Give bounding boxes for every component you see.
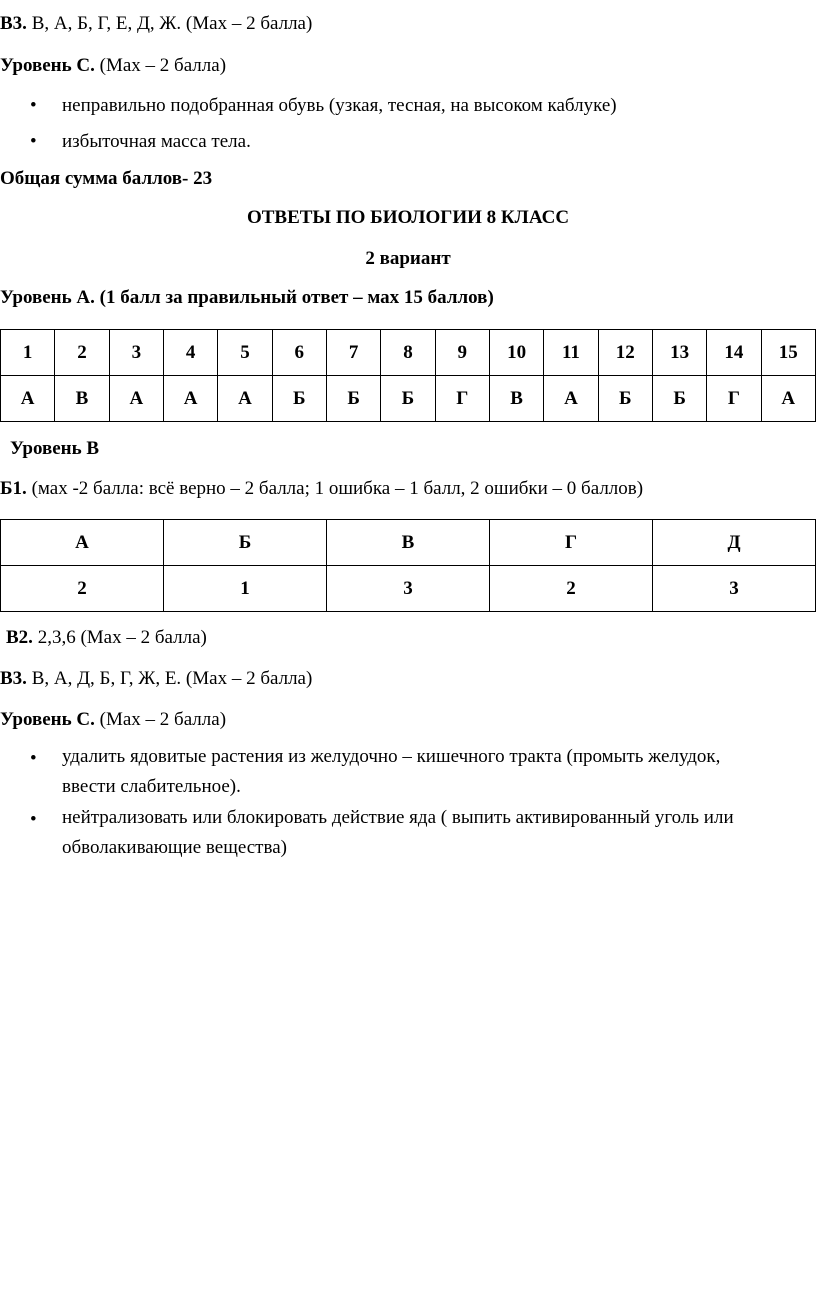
levelc-label: Уровень С. [0,709,95,730]
level-b-table [0,519,816,612]
bullet-icon: • [30,748,37,769]
table-cell-number: 2 [55,330,109,376]
b3-text: В, А, Д, Б, Г, Ж, Е. (Мах – 2 балла) [26,668,313,689]
levelc-bullet-1-line2: ввести слабительное). [62,776,241,797]
table-cell-number: 7 [326,330,380,376]
levelc-bullet-2-line2: обволакивающие вещества) [62,837,287,858]
level-b-letter-row [1,520,816,566]
table-cell-answer: В [55,376,109,422]
table-cell-answer: А [163,376,217,422]
levelc-bullet-1 [62,742,720,802]
table-cell-number: 11 [544,330,598,376]
table-cell-number: 14 [707,330,761,376]
v1-b3-text: В, А, Б, Г, Е, Д, Ж. (Мах – 2 балла) [26,13,313,34]
table-cell-answer: А [544,376,598,422]
table-cell-value: 3 [327,566,490,612]
b3-line [0,667,312,691]
levelc-bullet-1-line1: удалить ядовитые растения из желудочно – кишечного тракта (промыть желудок, [62,746,721,767]
table-cell-value: 1 [164,566,327,612]
table-cell-answer: А [761,376,815,422]
level-a-heading: Уровень А. (1 балл за правильный ответ – мах 15 баллов) [0,287,494,308]
b1-label: Б1. [0,478,27,499]
table-cell-answer: А [218,376,272,422]
table-cell-number: 4 [163,330,217,376]
table-cell-number: 8 [381,330,435,376]
table-cell-answer: Б [652,376,706,422]
page-title: ОТВЕТЫ ПО БИОЛОГИИ 8 КЛАСС [246,207,570,228]
table-cell-number: 5 [218,330,272,376]
table-cell-letter: Г [490,520,653,566]
table-cell-answer: Б [272,376,326,422]
b2-text: 2,3,6 (Мах – 2 балла) [32,627,207,648]
table-cell-letter: В [327,520,490,566]
table-cell-number: 1 [1,330,55,376]
v1-b3-line [0,12,312,36]
table-cell-number: 12 [598,330,652,376]
b3-label: В3. [0,668,27,689]
b2-label: В2. [6,627,33,648]
levelc-bullet-2 [62,803,734,863]
table-cell-number: 3 [109,330,163,376]
table-cell-number: 6 [272,330,326,376]
b1-line [0,477,643,501]
table-cell-answer: Б [381,376,435,422]
table-cell-answer: Б [326,376,380,422]
table-cell-answer: Б [598,376,652,422]
v1-levelc-line [0,54,226,78]
table-cell-answer: А [109,376,163,422]
table-cell-value: 2 [490,566,653,612]
level-b-heading: Уровень В [10,438,100,459]
levelc-line [0,708,226,732]
bullet-icon: • [30,131,37,152]
v1-b3-label: В3. [0,13,27,34]
bullet-icon: • [30,809,37,830]
v1-levelc-label: Уровень С. [0,55,95,76]
v1-levelc-text: (Мах – 2 балла) [94,55,227,76]
table-cell-number: 9 [435,330,489,376]
table-cell-answer: А [1,376,55,422]
table-cell-answer: Г [435,376,489,422]
level-a-number-row [1,330,816,376]
table-cell-answer: Г [707,376,761,422]
levelc-text: (Мах – 2 балла) [94,709,227,730]
b1-text: (мах -2 балла: всё верно – 2 балла; 1 ошибка – 1 балл, 2 ошибки – 0 баллов) [26,478,644,499]
table-cell-answer: В [489,376,543,422]
v1-total: Общая сумма баллов- 23 [0,168,213,189]
levelc-bullet-2-line1: нейтрализовать или блокировать действие яда ( выпить активированный уголь или [62,807,734,828]
table-cell-letter: А [1,520,164,566]
table-cell-letter: Д [653,520,816,566]
table-cell-number: 15 [761,330,815,376]
level-b-value-row [1,566,816,612]
table-cell-letter: Б [164,520,327,566]
v1-bullet-1: неправильно подобранная обувь (узкая, тесная, на высоком каблуке) [62,95,617,116]
variant-title: 2 вариант [365,248,451,269]
level-a-answer-row [1,376,816,422]
table-cell-number: 10 [489,330,543,376]
table-cell-number: 13 [652,330,706,376]
b2-line [6,626,207,650]
table-cell-value: 2 [1,566,164,612]
table-cell-value: 3 [653,566,816,612]
v1-bullet-2: избыточная масса тела. [62,131,251,152]
bullet-icon: • [30,95,37,116]
level-a-table [0,329,816,422]
